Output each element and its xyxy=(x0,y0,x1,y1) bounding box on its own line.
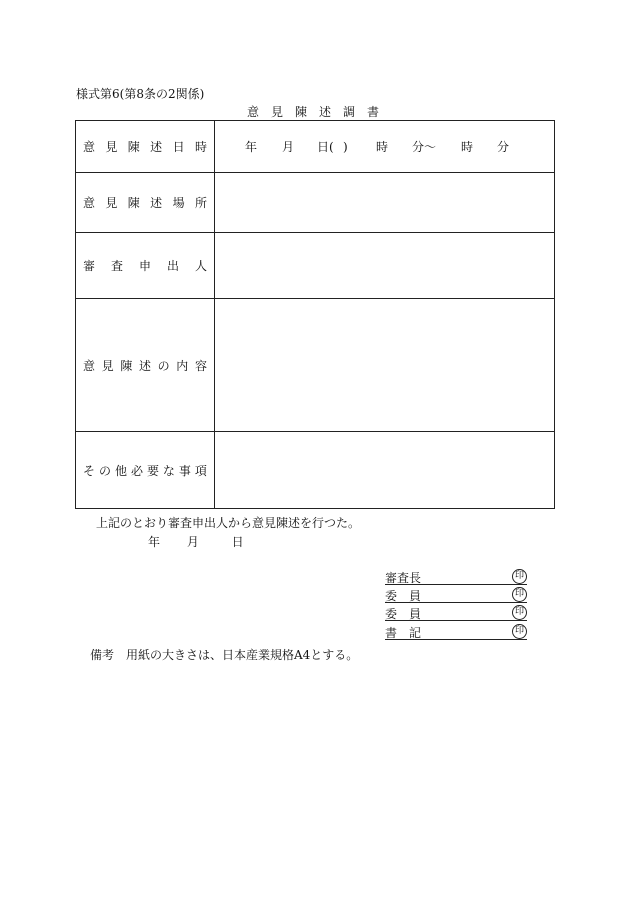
value-other-matters[interactable] xyxy=(215,432,555,509)
signature-line[interactable] xyxy=(385,584,527,585)
label-char: 他 xyxy=(114,463,127,478)
label-char: 述 xyxy=(150,196,163,210)
label-char: 要 xyxy=(146,463,159,478)
dt-hour-end: 時 xyxy=(461,140,474,154)
label-char: 容 xyxy=(194,358,207,373)
label-char: 申 xyxy=(138,259,151,273)
role-char: 記 xyxy=(409,626,422,640)
label-char: 必 xyxy=(130,463,143,478)
role-char: 査 xyxy=(397,571,410,585)
label-char: 日 xyxy=(172,140,185,154)
value-statement-datetime[interactable] xyxy=(215,121,555,173)
date-month: 月 xyxy=(186,535,199,549)
role-char: 員 xyxy=(409,607,422,621)
row-applicant xyxy=(76,233,555,299)
dt-minute-start: 分～ xyxy=(412,140,437,154)
signature-line[interactable] xyxy=(385,639,527,640)
signature-member-2 xyxy=(385,605,527,621)
form-reference: 様式第6(第8条の2関係) xyxy=(76,87,205,101)
conclusion-text: 上記のとおり審査申出人から意見陳述を行つた。 xyxy=(96,516,361,530)
row-statement-datetime xyxy=(76,121,555,173)
label-other-matters xyxy=(76,432,215,509)
seal-icon: 印 xyxy=(512,587,527,602)
label-char: 場 xyxy=(172,196,185,210)
label-char: そ xyxy=(83,463,96,478)
label-char: 述 xyxy=(150,140,163,154)
label-char: 述 xyxy=(138,358,151,373)
seal-icon: 印 xyxy=(512,624,527,639)
label-char: 出 xyxy=(166,259,179,273)
dt-minute-end: 分 xyxy=(497,140,510,154)
label-char: 陳 xyxy=(127,196,140,210)
role-char: 書 xyxy=(385,626,398,640)
signature-chief xyxy=(385,569,527,585)
label-char: 時 xyxy=(194,140,207,154)
label-char: の xyxy=(98,463,111,478)
label-char: 審 xyxy=(83,259,96,273)
label-char: 人 xyxy=(194,259,207,273)
date-day: 日 xyxy=(231,535,244,549)
value-statement-content[interactable] xyxy=(215,299,555,432)
label-char: 意 xyxy=(83,140,96,154)
dt-day: 日( xyxy=(317,140,334,154)
label-char: 陳 xyxy=(127,140,140,154)
seal-icon: 印 xyxy=(512,605,527,620)
label-char: の xyxy=(157,358,170,373)
dt-year: 年 xyxy=(245,140,258,154)
label-char: 査 xyxy=(110,259,123,273)
role-char: 審 xyxy=(385,571,398,585)
label-char: 意 xyxy=(83,196,96,210)
role-char: 委 xyxy=(385,589,398,603)
role-char: 長 xyxy=(409,571,422,585)
label-char: 見 xyxy=(101,358,114,373)
seal-icon: 印 xyxy=(512,569,527,584)
label-char: 内 xyxy=(176,358,189,373)
document-title: 意見陳述調書 xyxy=(246,105,391,119)
label-statement-place xyxy=(76,173,215,233)
signature-line[interactable] xyxy=(385,620,527,621)
label-char: 意 xyxy=(83,358,96,373)
record-date xyxy=(148,533,244,550)
date-year: 年 xyxy=(148,535,161,549)
label-statement-content xyxy=(76,299,215,432)
label-applicant xyxy=(76,233,215,299)
row-other-matters xyxy=(76,432,555,509)
value-applicant[interactable] xyxy=(215,233,555,299)
label-char: 事 xyxy=(178,463,191,478)
label-statement-datetime xyxy=(76,121,215,173)
dt-paren-close: ) xyxy=(343,139,348,154)
role-char: 員 xyxy=(409,589,422,603)
signature-clerk xyxy=(385,624,527,640)
signature-line[interactable] xyxy=(385,602,527,603)
label-char: 見 xyxy=(105,140,118,154)
label-char: 所 xyxy=(194,196,207,210)
row-statement-place xyxy=(76,173,555,233)
label-char: な xyxy=(162,463,175,478)
role-char: 委 xyxy=(385,607,398,621)
label-char: 陳 xyxy=(120,358,133,373)
dt-hour-start: 時 xyxy=(376,140,389,154)
value-statement-place[interactable] xyxy=(215,173,555,233)
label-char: 見 xyxy=(105,196,118,210)
row-statement-content xyxy=(76,299,555,432)
statement-record-table xyxy=(75,120,555,509)
remark-note: 備考 用紙の大きさは、日本産業規格A4とする。 xyxy=(90,648,359,662)
label-char: 項 xyxy=(194,463,207,478)
signature-member-1 xyxy=(385,587,527,603)
dt-month: 月 xyxy=(282,140,295,154)
